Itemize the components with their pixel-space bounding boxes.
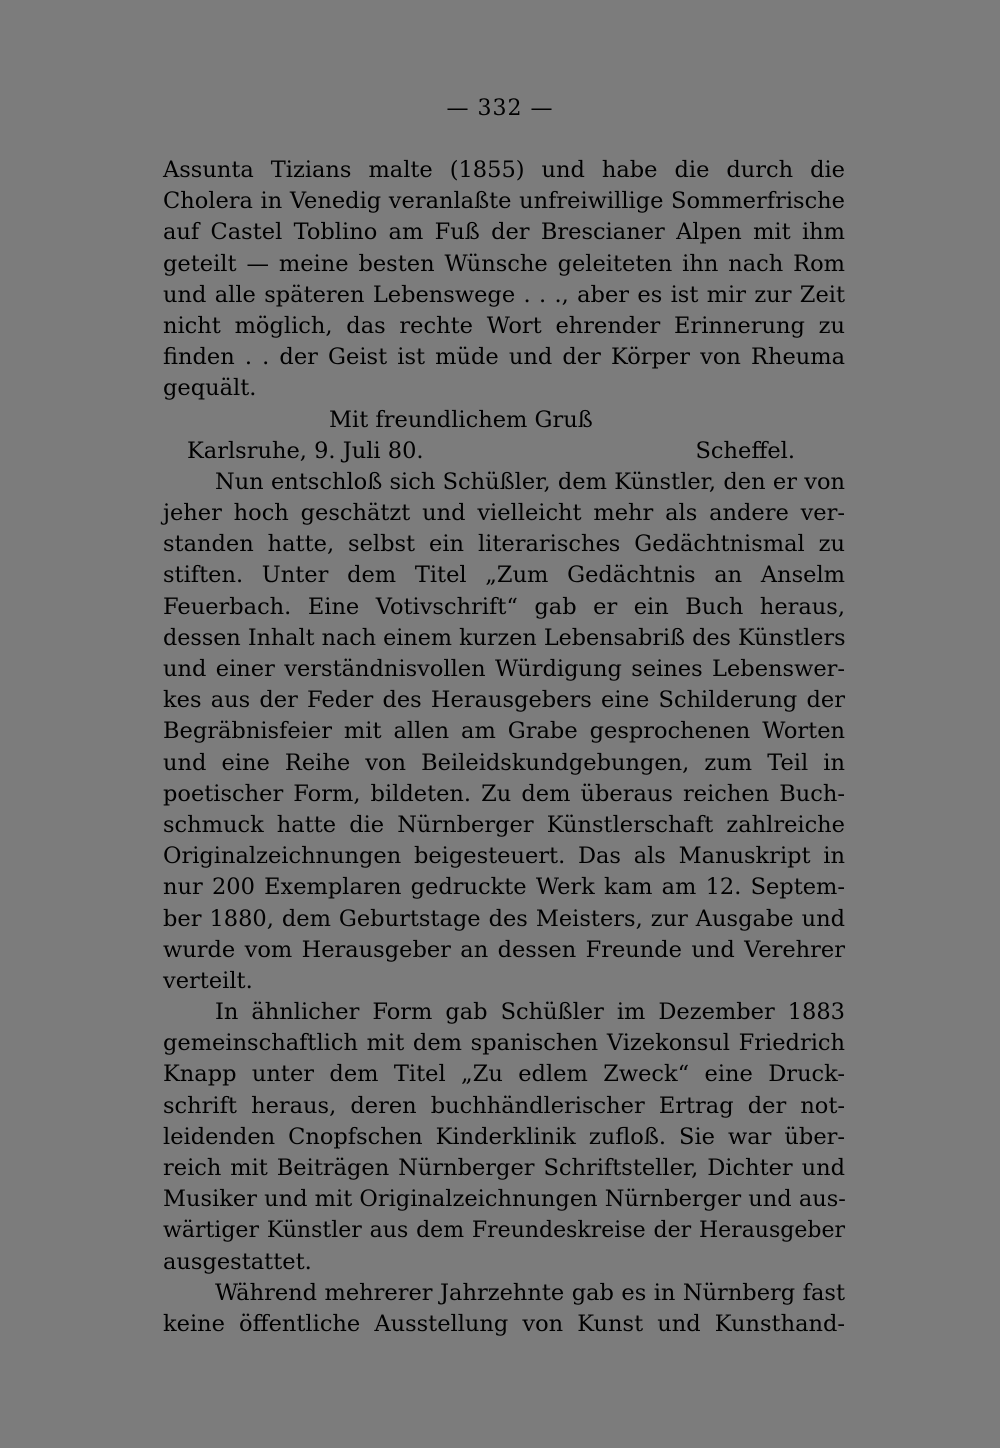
text-line: Assunta Tizians malte (1855) und habe die durch die <box>163 157 845 183</box>
text-line: Cholera in Venedig veranlaßte unfreiwillige Sommerfrische <box>163 188 845 215</box>
text-line: dessen Inhalt nach einem kurzen Lebensabriß des Künstlers <box>163 624 846 651</box>
text-line: schrift heraus, deren buchhändlerischer Ertrag der not- <box>163 1092 845 1119</box>
text-line: stiften. Unter dem Titel „Zum Gedächtnis an Anselm <box>163 562 845 589</box>
body-text <box>163 155 845 1340</box>
text-line: und alle späteren Lebenswege . . ., aber es ist mir zur Zeit <box>163 281 845 308</box>
text-line: standen hatte, selbst ein literarisches Gedächtnismal zu <box>163 531 845 558</box>
text-line: nur 200 Exemplaren gedruckte Werk kam am 12. Septem- <box>163 874 845 901</box>
letter-greeting: Mit freundlichem Gruß <box>329 406 593 433</box>
text-line: finden . . der Geist ist müde und der Körper von Rheuma <box>163 344 845 371</box>
paragraph <box>163 467 845 997</box>
text-line: Nun entschloß sich Schüßler, dem Künstler, den er von <box>215 468 845 495</box>
text-line: poetischer Form, bildeten. Zu dem überaus reichen Buch- <box>163 780 845 807</box>
text-line: kes aus der Feder des Herausgebers eine Schilderung der <box>163 687 845 714</box>
text-line: schmuck hatte die Nürnberger Künstlerschaft zahlreiche <box>163 811 845 838</box>
page-number: — 332 — <box>446 96 554 121</box>
text-line: keine öffentliche Ausstellung von Kunst und Kunsthand- <box>163 1310 845 1337</box>
text-line: und einer verständnisvollen Würdigung seines Lebenswer- <box>163 656 845 682</box>
text-line: gequält. <box>163 375 257 402</box>
text-line: Knapp unter dem Titel „Zu edlem Zweck“ eine Druck- <box>163 1061 845 1088</box>
text-line: nicht möglich, das rechte Wort ehrender Erinnerung zu <box>163 312 845 339</box>
text-line: Originalzeichnungen beigesteuert. Das als Manuskript in <box>163 843 845 870</box>
text-line: In ähnlicher Form gab Schüßler im Dezember 1883 <box>215 999 845 1026</box>
text-line: ber 1880, dem Geburtstage des Meisters, zur Ausgabe und <box>163 905 845 932</box>
paragraph <box>163 1278 845 1340</box>
text-line: verteilt. <box>163 967 253 994</box>
signature-name: Scheffel. <box>695 437 795 464</box>
text-line: Feuerbach. Eine Votivschrift“ gab er ein Buch heraus, <box>163 593 845 620</box>
text-line: Begräbnisfeier mit allen am Grabe gesprochenen Worten <box>163 718 845 745</box>
text-line: reich mit Beiträgen Nürnberger Schriftsteller, Dichter und <box>163 1155 845 1181</box>
text-line: wärtiger Künstler aus dem Freundeskreise der Herausgeber <box>163 1218 845 1244</box>
text-line: wurde vom Herausgeber an dessen Freunde und Verehrer <box>163 936 845 963</box>
text-line: und eine Reihe von Beileidskundgebungen, zum Teil in <box>163 749 845 776</box>
paragraph <box>163 997 845 1278</box>
text-line: geteilt — meine besten Wünsche geleiteten ihn nach Rom <box>163 250 845 277</box>
text-line: leidenden Cnopfschen Kinderklinik zufloß. Sie war über- <box>163 1123 845 1150</box>
text-line: Musiker und mit Originalzeichnungen Nürnberger und aus- <box>163 1186 846 1213</box>
text-line: auf Castel Toblino am Fuß der Brescianer Alpen mit ihm <box>163 219 845 246</box>
text-line: Während mehrerer Jahrzehnte gab es in Nürnberg fast <box>215 1279 845 1306</box>
letter-text <box>163 155 845 467</box>
text-line: jeher hoch geschätzt und vielleicht mehr als andere ver- <box>163 500 845 527</box>
signature-place-date: Karlsruhe, 9. Juli 80. <box>187 437 424 464</box>
letter-signature <box>163 436 845 467</box>
text-line: ausgestattet. <box>163 1248 312 1275</box>
text-line: gemeinschaftlich mit dem spanischen Vizekonsul Friedrich <box>163 1030 845 1057</box>
